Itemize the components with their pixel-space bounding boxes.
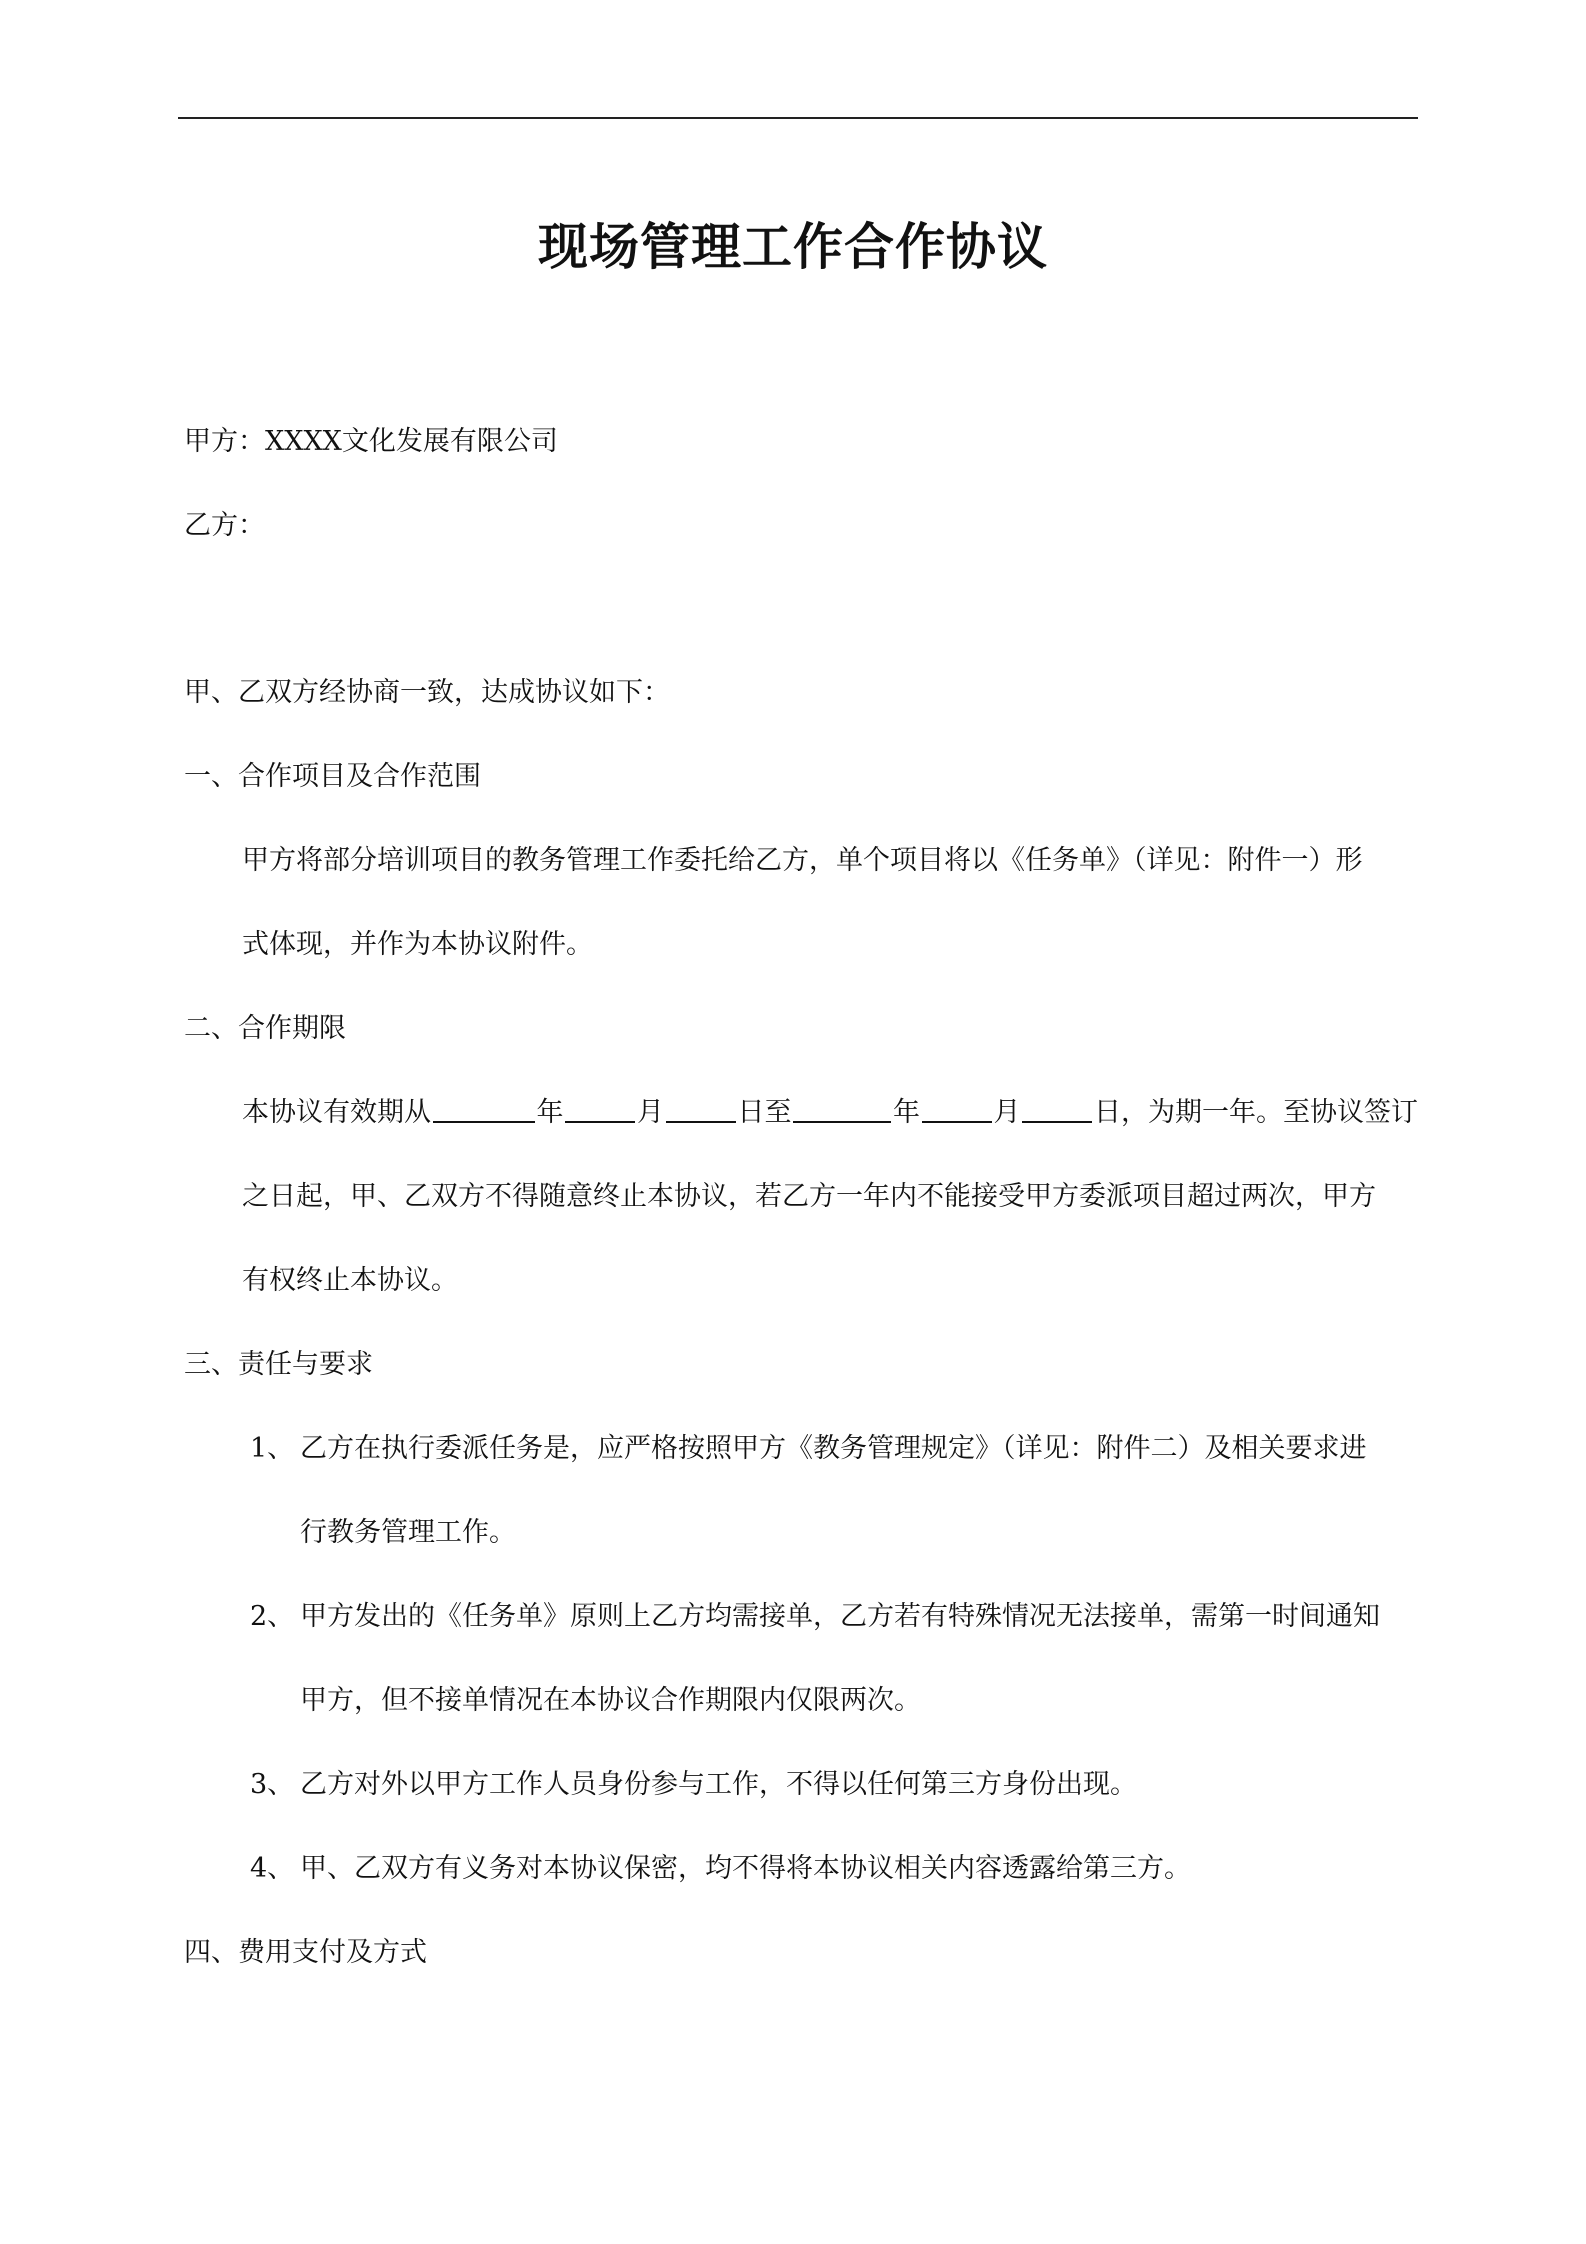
- end-month-blank: [922, 1093, 992, 1123]
- list-item-number-1: 1、: [250, 1433, 295, 1464]
- list-item-number-4: 4、: [250, 1853, 295, 1884]
- term-text-year: 年: [536, 1097, 564, 1128]
- section-1-paragraph-line-1: 甲方将部分培训项目的教务管理工作委托给乙方，单个项目将以《任务单》（详见：附件一）形: [242, 845, 1363, 876]
- list-item-3-line-1: 乙方对外以甲方工作人员身份参与工作，不得以任何第三方身份出现。: [300, 1769, 1137, 1800]
- section-heading-1: 一、合作项目及合作范围: [184, 761, 481, 792]
- section-1-paragraph-line-2: 式体现，并作为本协议附件。: [242, 929, 593, 960]
- end-day-blank: [1022, 1093, 1092, 1123]
- section-heading-2: 二、合作期限: [184, 1013, 346, 1044]
- term-text-year-2: 年: [893, 1097, 920, 1128]
- start-month-blank: [565, 1093, 635, 1123]
- term-text-month: 月: [637, 1097, 664, 1128]
- preamble: 甲、乙双方经协商一致，达成协议如下：: [184, 677, 670, 708]
- start-day-blank: [666, 1093, 736, 1123]
- party-a: 甲方：XXXX文化发展有限公司: [184, 426, 558, 457]
- term-text-day-to: 日至: [737, 1097, 792, 1128]
- section-heading-3: 三、责任与要求: [184, 1349, 373, 1380]
- header-rule: [178, 117, 1418, 119]
- list-item-2-line-1: 甲方发出的《任务单》原则上乙方均需接单，乙方若有特殊情况无法接单，需第一时间通知: [300, 1601, 1380, 1632]
- term-text-month-2: 月: [993, 1097, 1021, 1128]
- list-item-1-line-1: 乙方在执行委派任务是，应严格按照甲方《教务管理规定》（详见：附件二）及相关要求进: [300, 1433, 1367, 1464]
- end-year-blank: [793, 1093, 891, 1123]
- section-2-paragraph-line-3: 有权终止本协议。: [242, 1265, 458, 1296]
- start-year-blank: [433, 1093, 535, 1123]
- document-title: 现场管理工作合作协议: [538, 218, 1048, 276]
- list-item-4-line-1: 甲、乙双方有义务对本协议保密，均不得将本协议相关内容透露给第三方。: [300, 1853, 1191, 1884]
- list-item-number-2: 2、: [250, 1601, 295, 1632]
- section-heading-4: 四、费用支付及方式: [184, 1937, 427, 1968]
- list-item-1-line-2: 行教务管理工作。: [300, 1517, 516, 1548]
- list-item-2-line-2: 甲方，但不接单情况在本协议合作期限内仅限两次。: [300, 1685, 921, 1716]
- term-text-from: 本协议有效期从: [242, 1097, 431, 1128]
- section-2-paragraph-line-2: 之日起，甲、乙双方不得随意终止本协议，若乙方一年内不能接受甲方委派项目超过两次，甲方: [242, 1181, 1376, 1212]
- list-item-number-3: 3、: [250, 1769, 295, 1800]
- term-line: [242, 1093, 1418, 1133]
- party-b: 乙方：: [184, 510, 265, 541]
- term-text-tail: 日，为期一年。至协议签订: [1094, 1097, 1418, 1128]
